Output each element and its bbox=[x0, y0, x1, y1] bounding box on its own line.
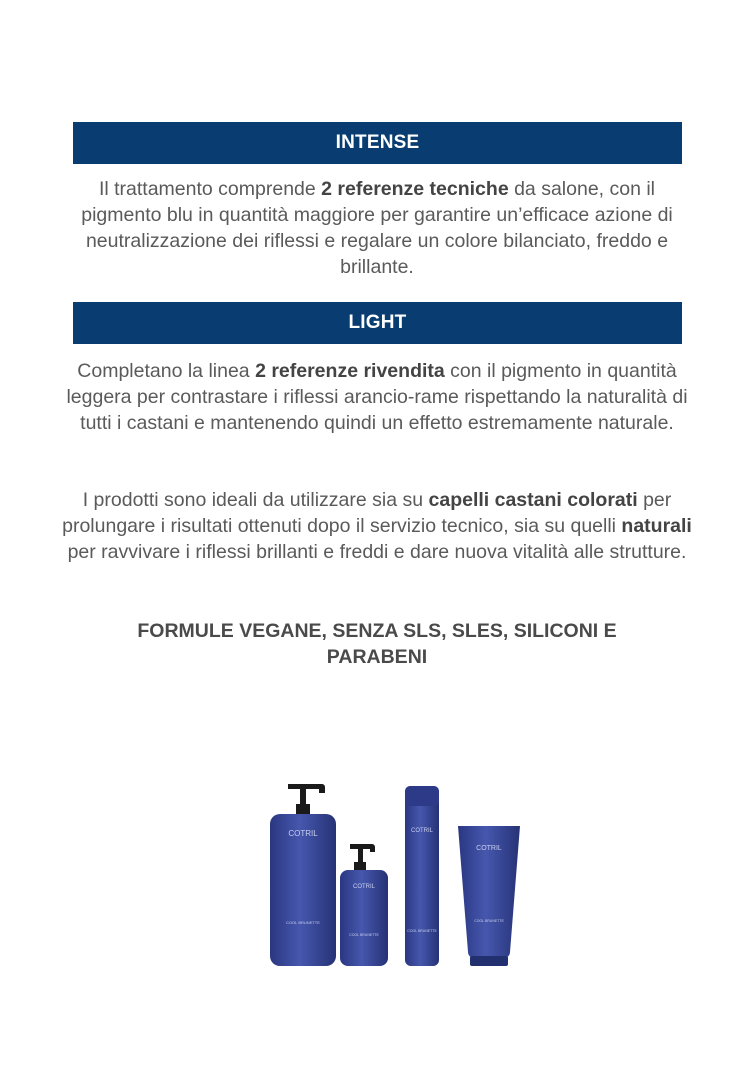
products-text-3: per ravvivare i riflessi brillanti e freddi e dare nuova vitalità alle strutture. bbox=[67, 541, 687, 563]
light-text-1: Completano la linea bbox=[77, 360, 256, 382]
intense-bold-1: 2 referenze tecniche bbox=[321, 178, 509, 200]
intense-title: INTENSE bbox=[335, 132, 420, 153]
brand-label-4: COTRIL bbox=[476, 845, 502, 852]
products-bold-1: capelli castani colorati bbox=[428, 489, 638, 511]
light-title: LIGHT bbox=[348, 312, 407, 333]
products-text-2: per prolungare i risultati ottenuti dopo il servizio tecnico, sia su quelli bbox=[62, 489, 672, 537]
small-pump-bottle bbox=[340, 844, 388, 966]
brand-label-2: COTRIL bbox=[352, 884, 376, 890]
intense-header bbox=[73, 122, 682, 164]
cream-tube bbox=[458, 826, 520, 966]
light-description bbox=[60, 358, 694, 436]
line-label-2: COOL BRUNETTE bbox=[349, 933, 379, 937]
intense-description bbox=[60, 176, 694, 280]
light-header bbox=[73, 302, 682, 344]
large-pump-bottle bbox=[270, 784, 336, 966]
products-bold-2: naturali bbox=[621, 515, 692, 537]
brand-label-3: COTRIL bbox=[410, 828, 434, 834]
intense-text-1: Il trattamento comprende bbox=[98, 178, 322, 200]
products-description bbox=[60, 487, 694, 565]
line-label-3: COOL BRUNETTE bbox=[407, 929, 437, 933]
brand-label-1: COTRIL bbox=[288, 829, 318, 838]
light-bold-1: 2 referenze rivendita bbox=[255, 360, 445, 382]
product-lineup-image bbox=[258, 772, 528, 972]
products-text-1: I prodotti sono ideali da utilizzare sia su bbox=[82, 489, 429, 511]
tall-bottle bbox=[405, 786, 439, 966]
line-label-1: COOL BRUNETTE bbox=[286, 920, 320, 925]
formule-heading: FORMULE VEGANE, SENZA SLS, SLES, SILICONI E PARABENI bbox=[137, 620, 617, 668]
intense-text-2: da salone, con il pigmento blu in quantità maggiore per garantire un’efficace azione di neutralizzazione dei riflessi e regalare un colore bilanciato, freddo e brillante. bbox=[81, 178, 673, 278]
line-label-4: COOL BRUNETTE bbox=[474, 919, 504, 923]
light-text-2: con il pigmento in quantità leggera per contrastare i riflessi arancio-rame rispettando la naturalità di tutti i castani e mantenendo quindi un effetto estremamente naturale. bbox=[66, 360, 688, 434]
